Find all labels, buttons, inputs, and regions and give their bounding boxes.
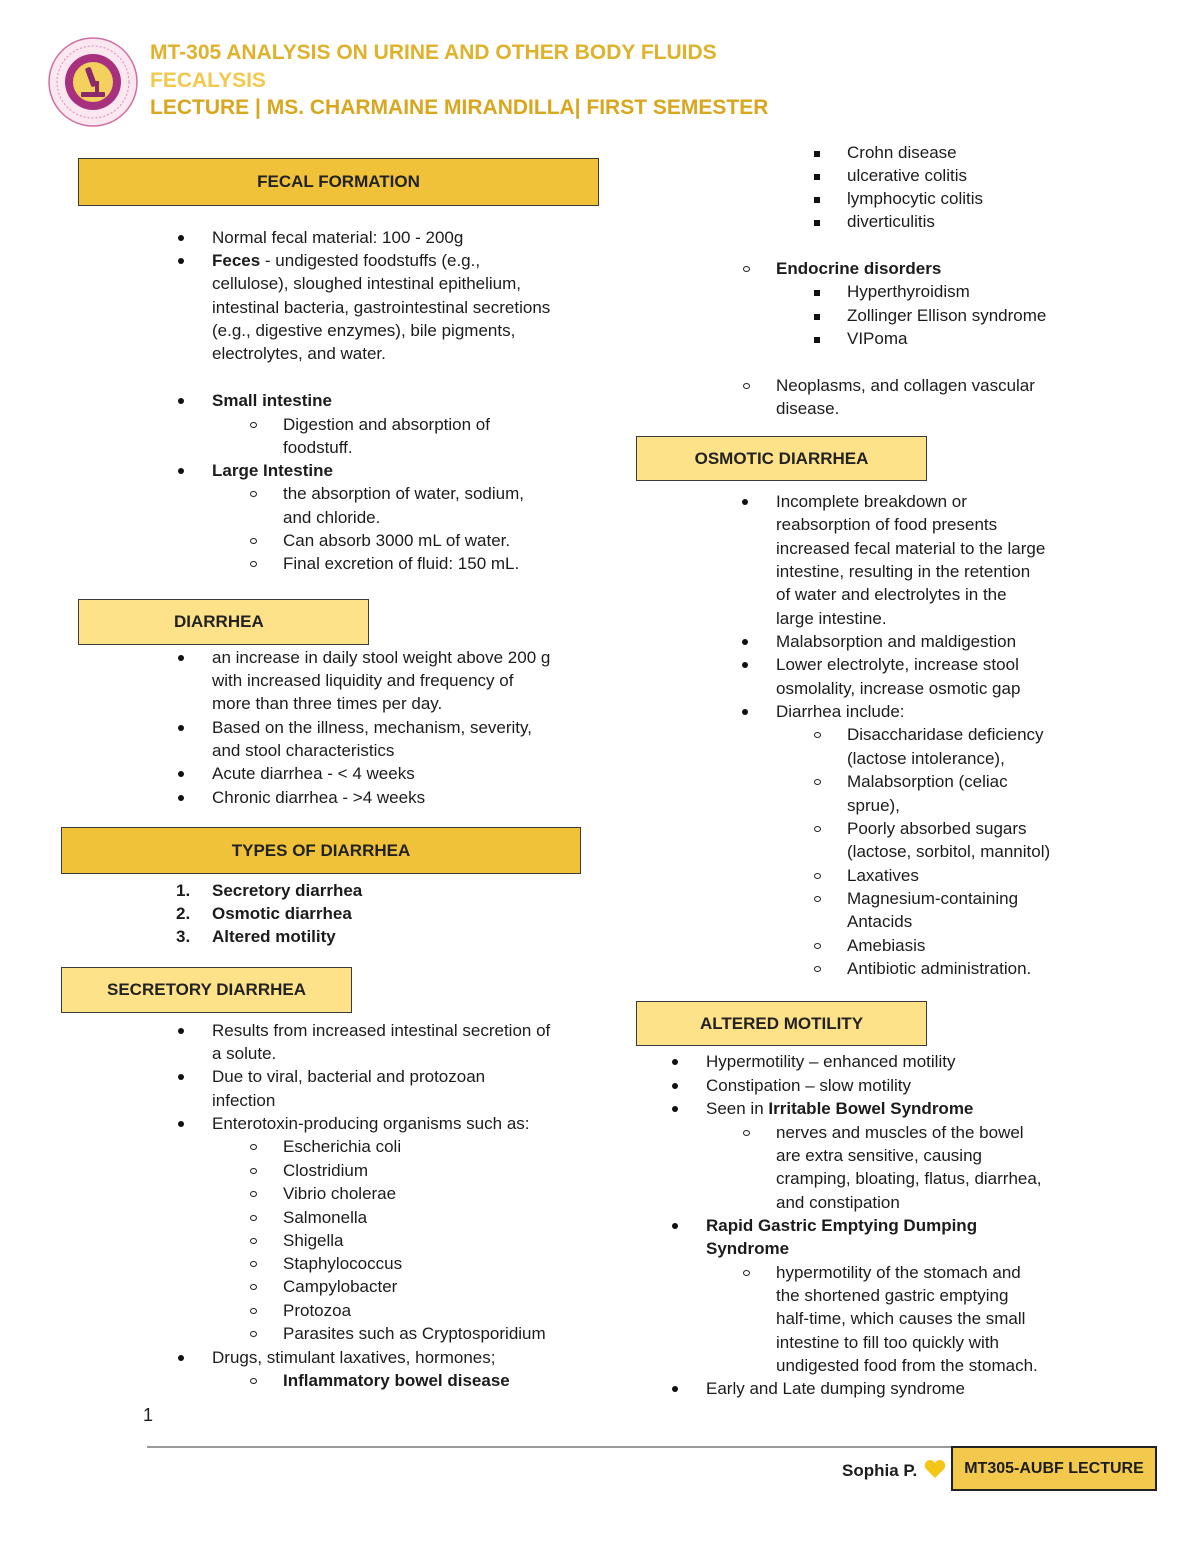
microscope-seal-icon [48, 37, 138, 127]
list-text: osmolality, increase osmotic gap [776, 679, 1021, 698]
list-text: increased fecal material to the large [776, 539, 1046, 558]
list-item: an increase in daily stool weight above 200 g [212, 648, 551, 667]
sub-list-item: Can absorb 3000 mL of water. [283, 531, 511, 550]
sub-list-text: the shortened gastric emptying [776, 1286, 1009, 1305]
sub-list-text: (lactose, sorbitol, mannitol) [847, 842, 1051, 861]
feces-definition: - undigested foodstuffs (e.g., [260, 251, 481, 270]
seen-in-text: Seen in [706, 1099, 769, 1118]
ibd-heading: Inflammatory bowel disease [283, 1371, 510, 1390]
ibd-item: ulcerative colitis [847, 166, 967, 185]
course-title: MT-305 ANALYSIS ON URINE AND OTHER BODY FLUIDS [150, 41, 717, 64]
ibd-item: Crohn disease [847, 143, 957, 162]
author-name: Sophia P. [842, 1461, 918, 1480]
section-heading-diarrhea: DIARRHEA [78, 599, 369, 645]
list-item: Acute diarrhea - < 4 weeks [212, 764, 415, 783]
list-text: infection [212, 1091, 276, 1110]
list-text: large intestine. [776, 609, 887, 628]
list-item: Results from increased intestinal secretion of [212, 1021, 551, 1040]
list-text: cellulose), sloughed intestinal epithelium, [212, 274, 522, 293]
sub-list-item: Antibiotic administration. [847, 959, 1032, 978]
sub-list-item: Magnesium-containing [847, 889, 1019, 908]
list-item: Diarrhea include: [776, 702, 905, 721]
list-item [706, 1097, 973, 1120]
organism-item: Parasites such as Cryptosporidium [283, 1324, 546, 1343]
item-label: Osmotic diarrhea [212, 904, 352, 923]
list-text: intestine, resulting in the retention [776, 562, 1031, 581]
list-item [212, 249, 480, 272]
organism-item: Shigella [283, 1231, 344, 1250]
sub-list-text: cramping, bloating, flatus, diarrhea, [776, 1169, 1042, 1188]
page-number: 1 [143, 1405, 154, 1425]
sub-list-text: are extra sensitive, causing [776, 1146, 982, 1165]
sub-list-text: (lactose intolerance), [847, 749, 1005, 768]
list-text: Syndrome [706, 1239, 790, 1258]
list-text: reabsorption of food presents [776, 515, 998, 534]
organism-item: Campylobacter [283, 1277, 398, 1296]
sub-list-item: Neoplasms, and collagen vascular [776, 376, 1035, 395]
endocrine-item: Hyperthyroidism [847, 282, 970, 301]
numbered-item [176, 902, 352, 925]
numbered-item [176, 879, 363, 902]
list-item: Incomplete breakdown or [776, 492, 967, 511]
sub-list-item: Amebiasis [847, 936, 926, 955]
sub-list-text: Antacids [847, 912, 913, 931]
organism-item: Staphylococcus [283, 1254, 403, 1273]
sub-list-item: the absorption of water, sodium, [283, 484, 524, 503]
organism-item: Vibrio cholerae [283, 1184, 397, 1203]
list-text: intestinal bacteria, gastrointestinal secretions [212, 298, 551, 317]
sub-list-text: disease. [776, 399, 840, 418]
feces-term: Feces [212, 251, 261, 270]
list-text: and stool characteristics [212, 741, 395, 760]
course-badge: MT305-AUBF LECTURE [951, 1446, 1157, 1491]
ibd-item: lymphocytic colitis [847, 189, 984, 208]
lecture-subtitle: LECTURE | MS. CHARMAINE MIRANDILLA| FIRST SEMESTER [150, 96, 769, 119]
university-seal-logo [48, 37, 138, 127]
item-number: 1. [176, 881, 191, 900]
sub-list-text: sprue), [847, 796, 900, 815]
sub-list-text: half-time, which causes the small [776, 1309, 1026, 1328]
item-label: Altered motility [212, 927, 336, 946]
organism-item: Salmonella [283, 1208, 368, 1227]
section-heading-fecal-formation: FECAL FORMATION [78, 158, 599, 206]
sub-list-item: hypermotility of the stomach and [776, 1263, 1021, 1282]
sub-list-item: Malabsorption (celiac [847, 772, 1008, 791]
sub-list-text: undigested food from the stomach. [776, 1356, 1038, 1375]
list-item: Malabsorption and maldigestion [776, 632, 1017, 651]
sub-list-item: Final excretion of fluid: 150 mL. [283, 554, 520, 573]
sub-list-text: and constipation [776, 1193, 900, 1212]
list-text: with increased liquidity and frequency of [212, 671, 514, 690]
list-item: Constipation – slow motility [706, 1076, 912, 1095]
list-item: Lower electrolyte, increase stool [776, 655, 1019, 674]
list-text: (e.g., digestive enzymes), bile pigments, [212, 321, 516, 340]
endocrine-item: Zollinger Ellison syndrome [847, 306, 1047, 325]
numbered-item [176, 925, 336, 948]
sub-list-text: foodstuff. [283, 438, 353, 457]
list-item: Drugs, stimulant laxatives, hormones; [212, 1348, 496, 1367]
heart-icon [924, 1459, 946, 1484]
sub-list-item: Laxatives [847, 866, 919, 885]
organism-item: Clostridium [283, 1161, 369, 1180]
section-heading-secretory-diarrhea: SECRETORY DIARRHEA [61, 967, 352, 1013]
section-heading-altered-motility: ALTERED MOTILITY [636, 1001, 927, 1046]
list-item: Early and Late dumping syndrome [706, 1379, 965, 1398]
list-item: Enterotoxin-producing organisms such as: [212, 1114, 530, 1133]
list-item: Based on the illness, mechanism, severity, [212, 718, 532, 737]
endocrine-heading: Endocrine disorders [776, 259, 942, 278]
list-item: Chronic diarrhea - >4 weeks [212, 788, 426, 807]
section-heading-osmotic-diarrhea: OSMOTIC DIARRHEA [636, 436, 927, 481]
list-text: more than three times per day. [212, 694, 443, 713]
organism-item: Protozoa [283, 1301, 352, 1320]
item-label: Secretory diarrhea [212, 881, 363, 900]
item-number: 2. [176, 904, 191, 923]
list-item-large-intestine: Large Intestine [212, 461, 333, 480]
sub-list-text: intestine to fill too quickly with [776, 1333, 999, 1352]
sub-list-item: nerves and muscles of the bowel [776, 1123, 1024, 1142]
item-number: 3. [176, 927, 191, 946]
organism-item: Escherichia coli [283, 1137, 402, 1156]
section-heading-types-of-diarrhea: TYPES OF DIARRHEA [61, 827, 581, 874]
ibd-item: diverticulitis [847, 212, 935, 231]
list-item-rapid-gastric-emptying: Rapid Gastric Emptying Dumping [706, 1216, 978, 1235]
topic-title: FECALYSIS [150, 69, 266, 92]
sub-list-item: Digestion and absorption of [283, 415, 490, 434]
ibs-term: Irritable Bowel Syndrome [768, 1099, 974, 1118]
list-text: a solute. [212, 1044, 277, 1063]
sub-list-text: and chloride. [283, 508, 381, 527]
list-text: of water and electrolytes in the [776, 585, 1007, 604]
list-item: Hypermotility – enhanced motility [706, 1052, 956, 1071]
sub-list-item: Poorly absorbed sugars [847, 819, 1027, 838]
endocrine-item: VIPoma [847, 329, 908, 348]
sub-list-item: Disaccharidase deficiency [847, 725, 1044, 744]
list-item: Normal fecal material: 100 - 200g [212, 228, 464, 247]
list-text: electrolytes, and water. [212, 344, 386, 363]
list-item: Due to viral, bacterial and protozoan [212, 1067, 486, 1086]
list-item-small-intestine: Small intestine [212, 391, 332, 410]
